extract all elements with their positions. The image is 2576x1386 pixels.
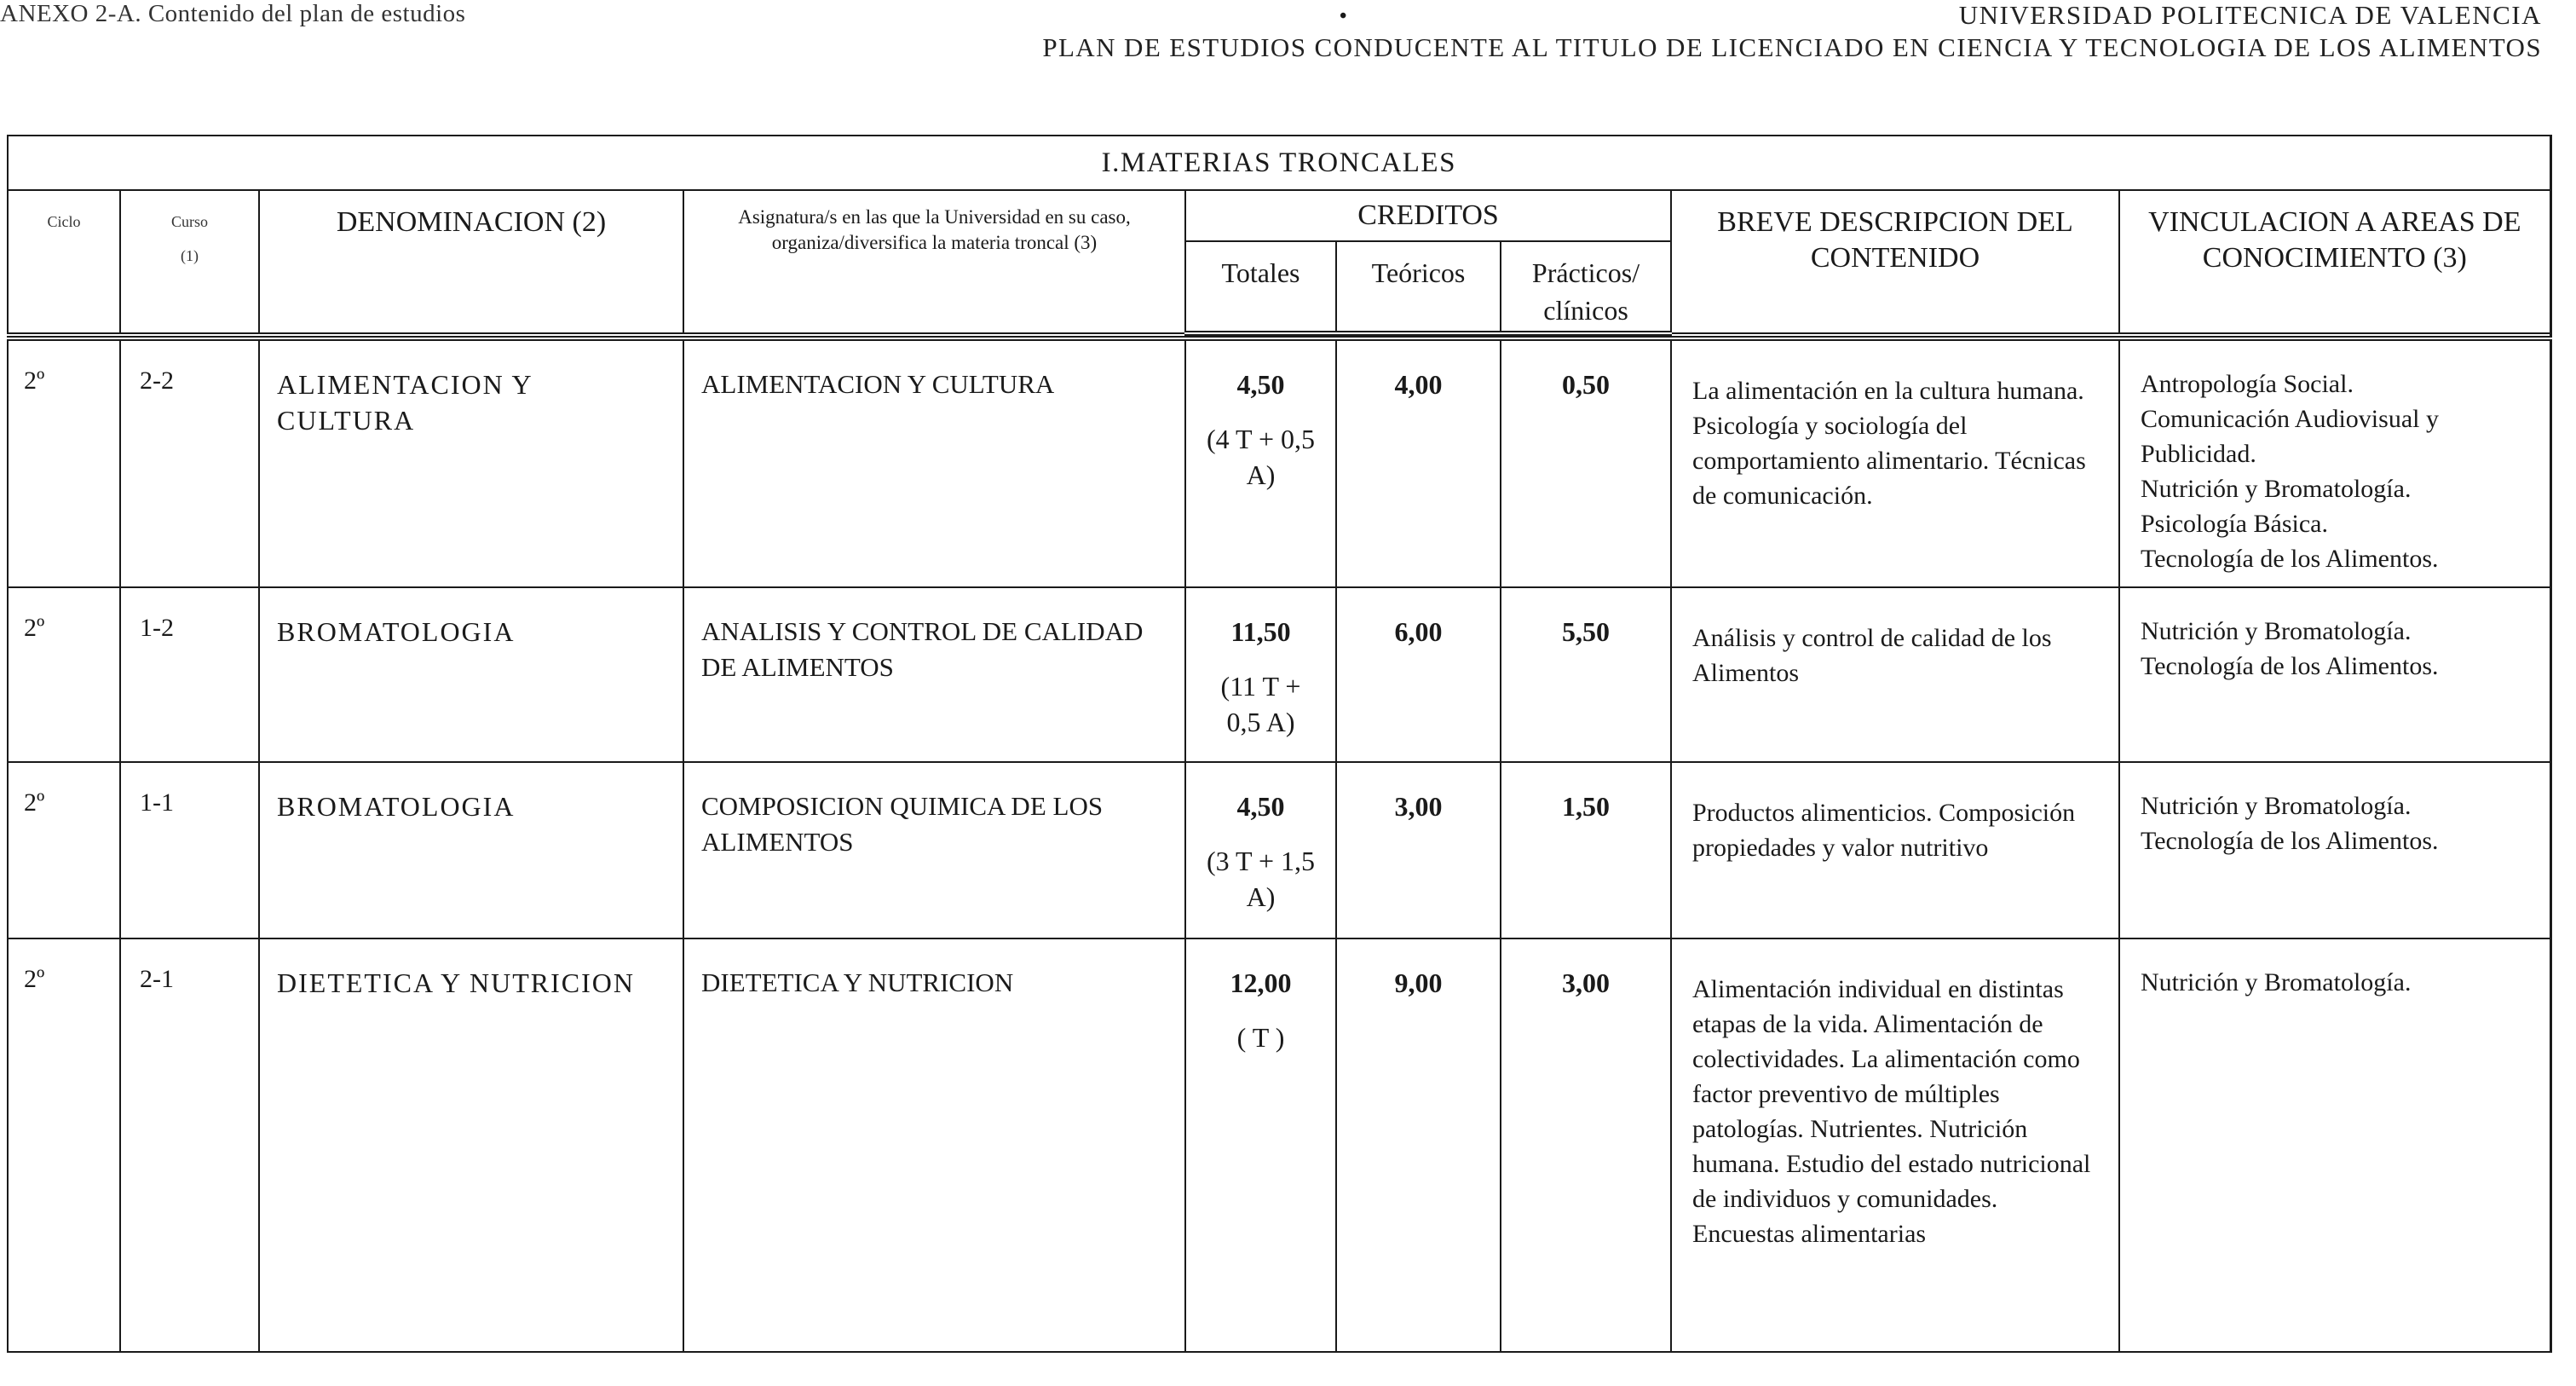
cell-totales bbox=[1185, 762, 1336, 938]
cell-curso: 1-1 bbox=[120, 762, 259, 938]
col-header-practicos: Prácticos/ clínicos bbox=[1501, 241, 1671, 333]
area-item: Nutrición y Bromatología. bbox=[2141, 968, 2412, 996]
cell-descripcion: La alimentación en la cultura humana. Psicología y sociología del comportamiento alimentario. Técnicas de comunicación. bbox=[1671, 338, 2119, 587]
area-item: Nutrición y Bromatología. bbox=[2141, 792, 2412, 820]
totales-detail: ( T ) bbox=[1236, 1022, 1285, 1053]
area-item: Tecnología de los Alimentos. bbox=[2141, 652, 2439, 680]
totales-value: 4,50 bbox=[1236, 369, 1285, 400]
cell-curso: 2-1 bbox=[120, 938, 259, 1352]
annex-label: ANEXO 2-A. Contenido del plan de estudios bbox=[0, 0, 466, 27]
cell-asignatura: COMPOSICION QUIMICA DE LOS ALIMENTOS bbox=[683, 762, 1185, 938]
cell-asignatura: DIETETICA Y NUTRICION bbox=[683, 938, 1185, 1352]
cell-denominacion: ALIMENTACION Y CULTURA bbox=[259, 338, 683, 587]
area-item: Antropología Social. bbox=[2141, 370, 2354, 398]
cell-ciclo: 2º bbox=[8, 938, 120, 1352]
cell-practicos bbox=[1501, 762, 1671, 938]
cell-teoricos bbox=[1336, 587, 1501, 762]
practicos-value: 1,50 bbox=[1562, 791, 1610, 822]
totales-detail: (3 T + 1,5 A) bbox=[1206, 846, 1316, 912]
cell-teoricos bbox=[1336, 938, 1501, 1352]
area-item: Nutrición y Bromatología. bbox=[2141, 475, 2412, 503]
practicos-value: 3,00 bbox=[1562, 967, 1610, 998]
totales-value: 4,50 bbox=[1236, 791, 1285, 822]
area-item: Tecnología de los Alimentos. bbox=[2141, 545, 2439, 573]
cell-teoricos bbox=[1336, 762, 1501, 938]
area-item: Comunicación Audiovisual y Publicidad. bbox=[2141, 405, 2439, 468]
col-header-totales: Totales bbox=[1185, 241, 1336, 333]
col-header-descripcion: BREVE DESCRIPCION DEL CONTENIDO bbox=[1671, 190, 2119, 333]
cell-areas bbox=[2119, 338, 2550, 587]
area-item: Nutrición y Bromatología. bbox=[2141, 617, 2412, 645]
col-header-teoricos: Teóricos bbox=[1336, 241, 1501, 333]
cell-totales bbox=[1185, 587, 1336, 762]
cell-practicos bbox=[1501, 938, 1671, 1352]
area-item: Psicología Básica. bbox=[2141, 510, 2328, 538]
cell-descripcion: Análisis y control de calidad de los Alimentos bbox=[1671, 587, 2119, 762]
teoricos-value: 6,00 bbox=[1394, 616, 1443, 647]
cell-totales bbox=[1185, 338, 1336, 587]
practicos-value: 0,50 bbox=[1562, 369, 1610, 400]
col-header-asignaturas: Asignatura/s en las que la Universidad en su caso, organiza/diversifica la materia troncal (3) bbox=[683, 190, 1185, 333]
col-header-curso bbox=[120, 190, 259, 333]
cell-totales bbox=[1185, 938, 1336, 1352]
table-row bbox=[8, 762, 2550, 938]
col-header-curso-note: (1) bbox=[181, 247, 199, 264]
cell-areas bbox=[2119, 587, 2550, 762]
totales-value: 11,50 bbox=[1230, 616, 1291, 647]
area-item: Tecnología de los Alimentos. bbox=[2141, 827, 2439, 855]
cell-curso: 2-2 bbox=[120, 338, 259, 587]
university-name: UNIVERSIDAD POLITECNICA DE VALENCIA bbox=[1958, 0, 2542, 30]
cell-denominacion: DIETETICA Y NUTRICION bbox=[259, 938, 683, 1352]
cell-curso: 1-2 bbox=[120, 587, 259, 762]
cell-teoricos bbox=[1336, 338, 1501, 587]
cell-practicos bbox=[1501, 587, 1671, 762]
teoricos-value: 9,00 bbox=[1394, 967, 1443, 998]
totales-detail: (11 T + 0,5 A) bbox=[1220, 671, 1301, 737]
cell-descripcion: Productos alimenticios. Composición propiedades y valor nutritivo bbox=[1671, 762, 2119, 938]
cell-ciclo: 2º bbox=[8, 338, 120, 587]
cell-asignatura: ALIMENTACION Y CULTURA bbox=[683, 338, 1185, 587]
cell-ciclo: 2º bbox=[8, 762, 120, 938]
cell-asignatura: ANALISIS Y CONTROL DE CALIDAD DE ALIMENTOS bbox=[683, 587, 1185, 762]
col-header-vinculacion: VINCULACION A AREAS DE CONOCIMIENTO (3) bbox=[2119, 190, 2550, 333]
practicos-value: 5,50 bbox=[1562, 616, 1610, 647]
table-row bbox=[8, 938, 2550, 1352]
col-header-curso-label: Curso bbox=[170, 213, 208, 230]
cell-ciclo: 2º bbox=[8, 587, 120, 762]
totales-detail: (4 T + 0,5 A) bbox=[1206, 424, 1316, 490]
table-row bbox=[8, 587, 2550, 762]
teoricos-value: 4,00 bbox=[1394, 369, 1443, 400]
teoricos-value: 3,00 bbox=[1394, 791, 1443, 822]
totales-value: 12,00 bbox=[1230, 967, 1292, 998]
col-header-creditos: CREDITOS bbox=[1185, 190, 1671, 241]
col-header-ciclo: Ciclo bbox=[8, 190, 120, 333]
cell-areas bbox=[2119, 762, 2550, 938]
cell-areas bbox=[2119, 938, 2550, 1352]
cell-denominacion: BROMATOLOGIA bbox=[259, 587, 683, 762]
table-row bbox=[8, 338, 2550, 587]
cell-denominacion: BROMATOLOGIA bbox=[259, 762, 683, 938]
cell-practicos bbox=[1501, 338, 1671, 587]
materias-troncales-table bbox=[7, 135, 2552, 1353]
cell-descripcion: Alimentación individual en distintas etapas de la vida. Alimentación de colectividades. La alimentación como factor preventivo de múltiples patologías. Nutrientes. Nutrición humana. Estudio del estado nutricional de individuos y comunidades. Encuestas alimentarias bbox=[1671, 938, 2119, 1352]
plan-title: PLAN DE ESTUDIOS CONDUCENTE AL TITULO DE LICENCIADO EN CIENCIA Y TECNOLOGIA DE LOS ALIMENTOS bbox=[1042, 32, 2542, 62]
section-title: I.MATERIAS TRONCALES bbox=[8, 136, 2550, 190]
header-bullet: • bbox=[1340, 5, 1347, 27]
col-header-denominacion: DENOMINACION (2) bbox=[259, 190, 683, 333]
